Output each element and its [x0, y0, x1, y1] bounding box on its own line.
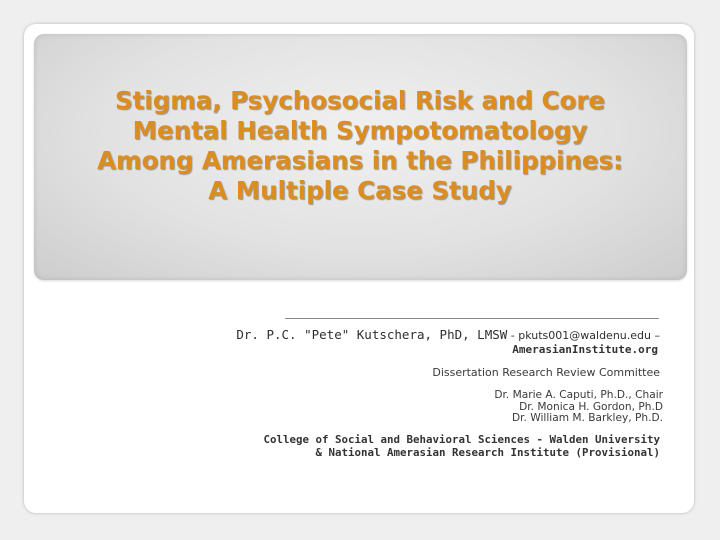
committee-heading: Dissertation Research Review Committee [432, 366, 660, 379]
affiliation [263, 434, 660, 459]
institute-link: AmerasianInstitute.org [512, 343, 658, 356]
divider-line [285, 318, 659, 319]
title-line: Stigma, Psychosocial Risk and Core [114, 86, 606, 115]
slide-title [0, 86, 720, 206]
author-contact: - pkuts001@waldenu.edu – [507, 329, 660, 342]
author-name: Dr. P.C. "Pete" Kutschera, PhD, LMSW [236, 327, 508, 342]
committee-member: Dr. William M. Barkley, Ph.D. [511, 412, 663, 424]
affiliation-line: College of Social and Behavioral Sciences - Walden University [263, 433, 660, 446]
committee-member: Dr. Marie A. Caputi, Ph.D., Chair [494, 389, 663, 401]
affiliation-line: & National Amerasian Research Institute (Provisional) [315, 445, 660, 459]
title-line: A Multiple Case Study [208, 176, 512, 205]
committee-members [494, 390, 663, 425]
title-line: Among Amerasians in the Philippines: [97, 146, 623, 175]
title-line: Mental Health Sympotomatology [132, 116, 588, 145]
author-line [236, 327, 660, 342]
committee-member: Dr. Monica H. Gordon, Ph.D [519, 400, 663, 413]
